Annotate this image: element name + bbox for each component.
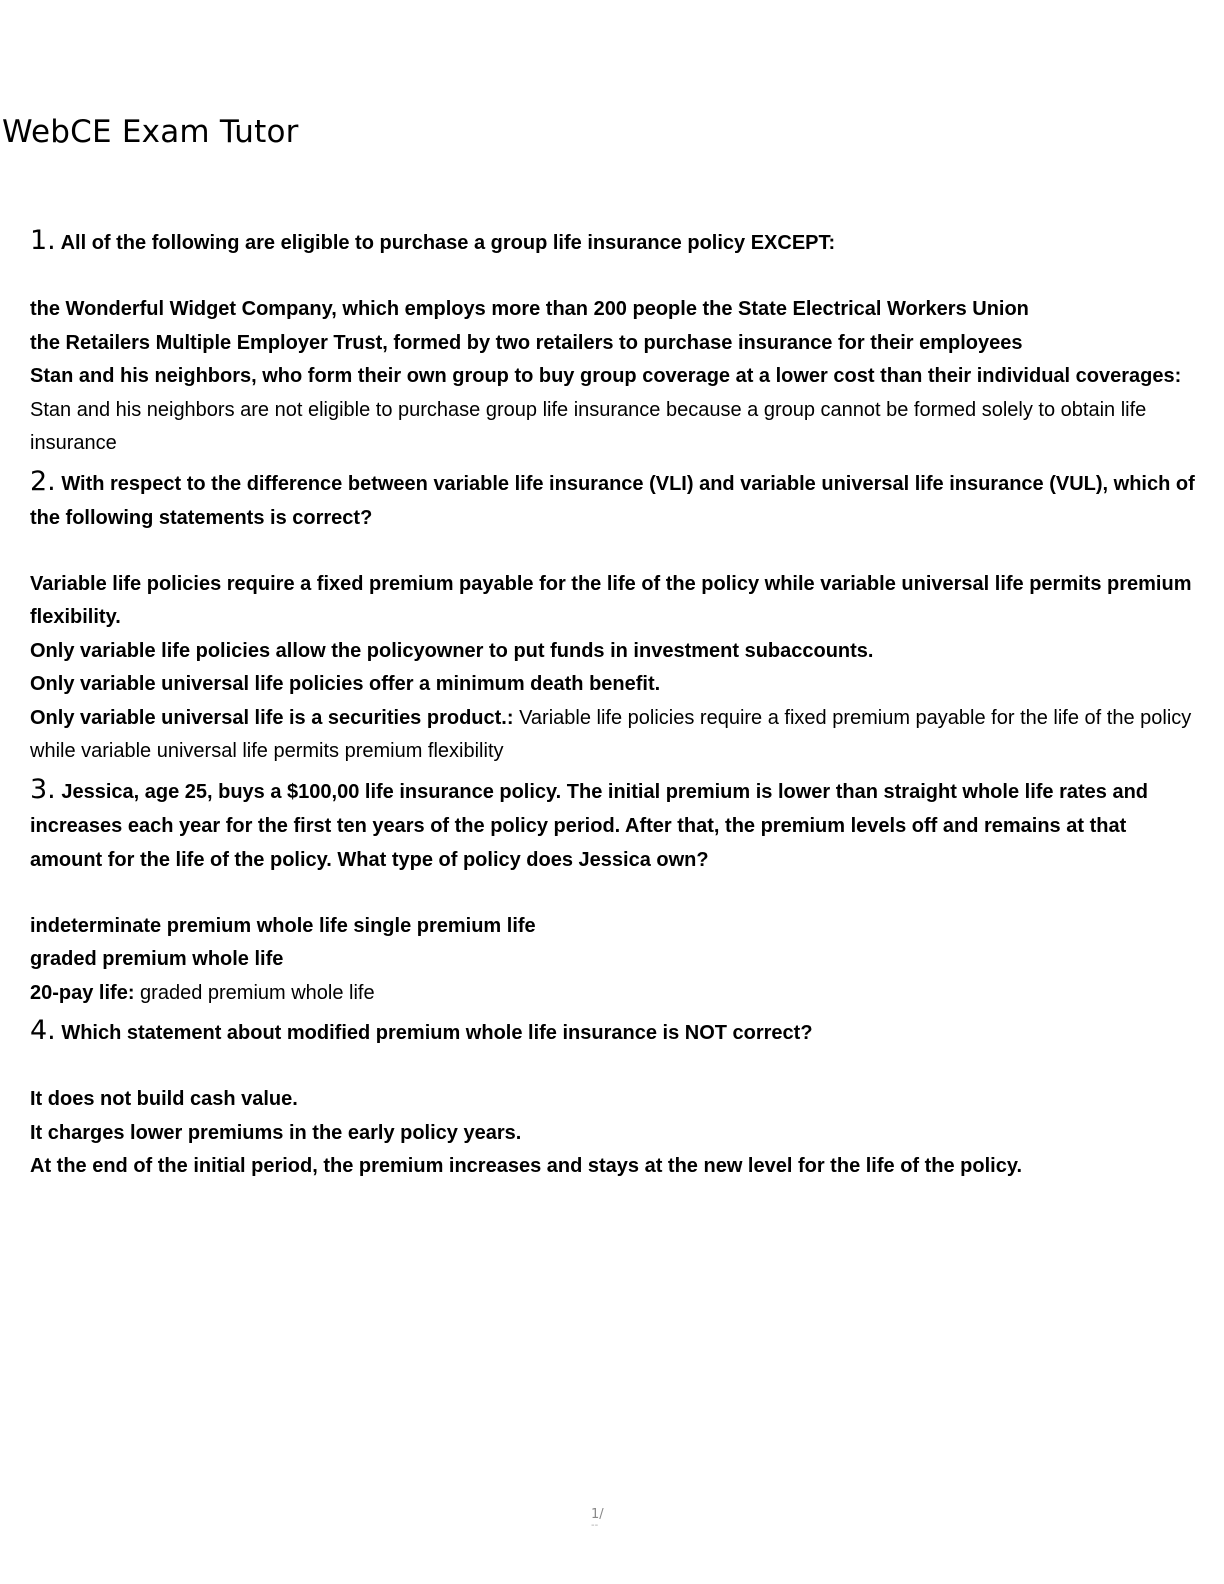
answer-explanation: Variable life policies require a fixed premium payable for the life of the policy while variable universal life permits premium flexibility — [30, 706, 1192, 762]
option: Only variable universal life policies offer a minimum death benefit. — [30, 673, 661, 695]
question-text — [30, 773, 1202, 877]
option-list — [30, 293, 1202, 461]
option: graded premium whole life — [30, 948, 284, 970]
option: Only variable life policies allow the policyowner to put funds in investment subaccounts. — [30, 639, 874, 662]
question-2 — [30, 465, 1202, 769]
option-list — [30, 910, 1202, 1011]
question-1 — [30, 224, 1202, 461]
option-text: Only variable universal life is a securities product.: — [30, 706, 514, 729]
option: the Retailers Multiple Employer Trust, formed by two retailers to purchase insurance for their employees — [30, 331, 1023, 354]
question-number: 2. — [30, 465, 56, 497]
page-title: WebCE Exam Tutor — [2, 114, 299, 150]
option: Variable life policies require a fixed premium payable for the life of the policy while variable universal life permits premium flexibility. — [30, 572, 1192, 628]
option: It charges lower premiums in the early policy years. — [30, 1121, 522, 1144]
page-number — [591, 1508, 604, 1532]
question-number: 3. — [30, 773, 56, 805]
question-list — [30, 224, 1202, 1188]
question-prompt: All of the following are eligible to purchase a group life insurance policy EXCEPT: — [60, 232, 836, 254]
option — [30, 360, 1202, 461]
option: It does not build cash value. — [30, 1088, 298, 1110]
question-prompt: Jessica, age 25, buys a $100,00 life insurance policy. The initial premium is lower than straight whole life rates and increases each year for the first ten years of the policy period. After that, the premium levels off and remains at that amount for the life of the policy. What type of policy does Jessica own? — [30, 780, 1149, 871]
question-4 — [30, 1014, 1202, 1184]
option: the Wonderful Widget Company, which employs more than 200 people the State Electrical Workers Union — [30, 298, 1029, 320]
answer-explanation: Stan and his neighbors are not eligible to purchase group life insurance because a group cannot be formed solely to obtain life insurance — [30, 398, 1147, 454]
page-total: -- — [591, 1520, 599, 1531]
question-3 — [30, 773, 1202, 1011]
question-text — [30, 465, 1202, 535]
option: At the end of the initial period, the premium increases and stays at the new level for the life of the policy. — [30, 1155, 1023, 1177]
option-list — [30, 568, 1202, 769]
option — [30, 977, 1202, 1011]
option: indeterminate premium whole life single premium life — [30, 914, 536, 937]
answer-explanation: graded premium whole life — [140, 981, 375, 1004]
page-indicator: 1/ — [591, 1507, 604, 1522]
question-text — [30, 224, 1202, 260]
question-number: 4. — [30, 1015, 56, 1046]
option-list — [30, 1083, 1202, 1184]
option-text: 20-pay life: — [30, 981, 135, 1004]
question-text — [30, 1014, 1202, 1050]
question-prompt: With respect to the difference between variable life insurance (VLI) and variable universal life insurance (VUL), which of the following statements is correct? — [30, 472, 1195, 529]
question-number: 1. — [30, 225, 56, 256]
option-text: Stan and his neighbors, who form their own group to buy group coverage at a lower cost than their individual coverages: — [30, 365, 1182, 387]
option — [30, 702, 1202, 769]
question-prompt: Which statement about modified premium whole life insurance is NOT correct? — [61, 1022, 813, 1044]
